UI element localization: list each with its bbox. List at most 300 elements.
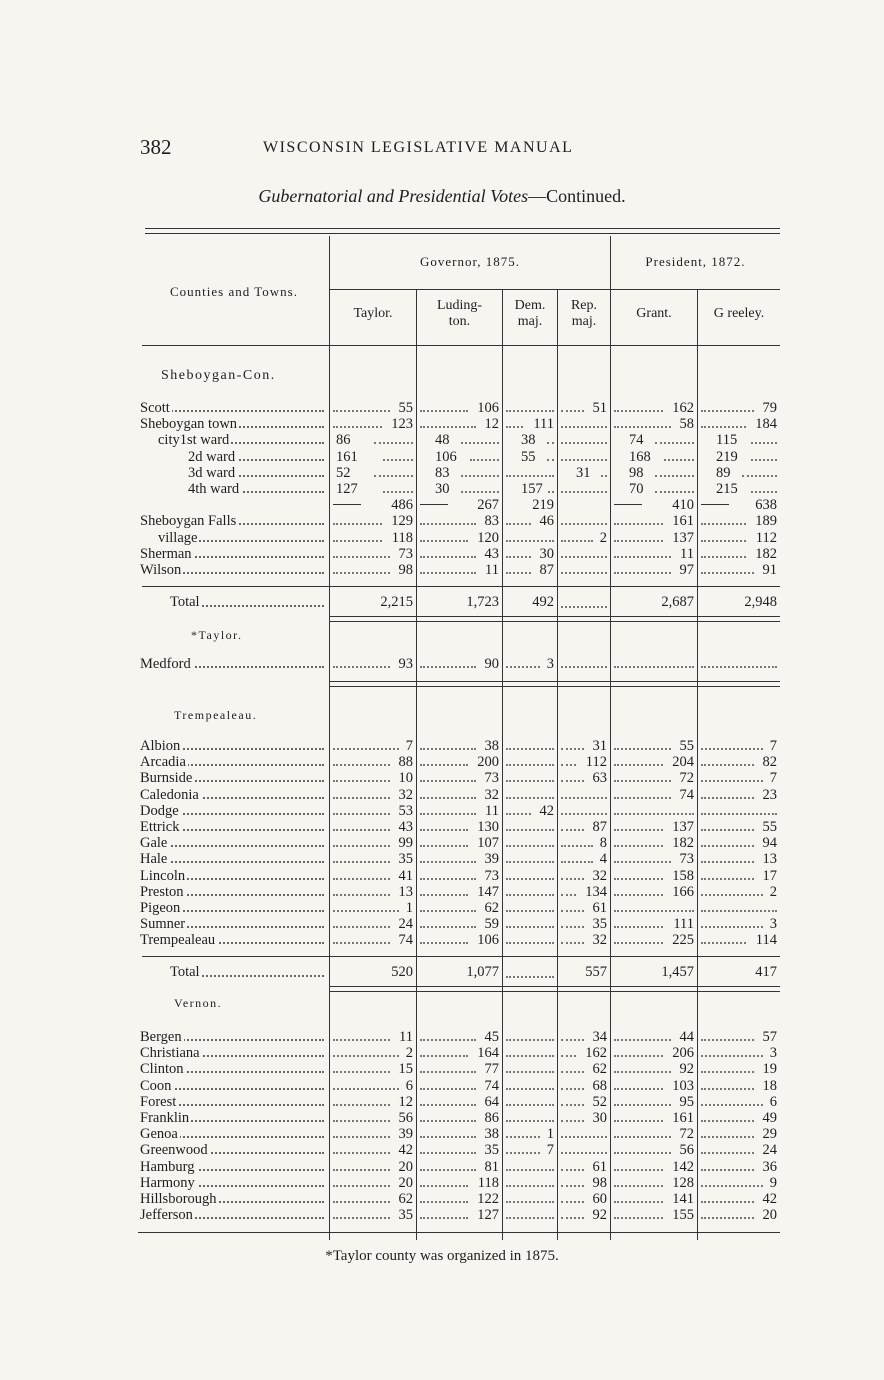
cell-col-3 — [503, 1175, 557, 1191]
cell-col-2 — [417, 1110, 502, 1126]
cell-value: 42 — [398, 1142, 413, 1159]
cell-leader — [561, 797, 607, 799]
cell-col-3 — [503, 1078, 557, 1094]
cell-value: 64 — [484, 1093, 499, 1110]
cell-value: 98 — [398, 562, 413, 578]
cell-leader — [561, 666, 607, 668]
cell-value: 7 — [405, 738, 413, 754]
cell-value: 35 — [398, 851, 413, 868]
cell-col-1 — [330, 819, 416, 835]
cell-col-6 — [698, 884, 780, 900]
cell-leader — [614, 910, 694, 912]
cell-col-2 — [417, 1029, 502, 1045]
cell-leader — [614, 1136, 671, 1138]
row-name — [140, 400, 326, 416]
cell-leader — [420, 748, 476, 750]
cell-leader — [614, 1104, 671, 1106]
table-row — [0, 562, 884, 578]
cell-col-2 — [417, 1061, 502, 1077]
header-governor-1875: Governor, 1875. — [419, 254, 521, 269]
cell-value: 29 — [762, 1126, 777, 1143]
cell-leader — [701, 845, 754, 847]
section-title: Trempealeau. — [174, 708, 258, 722]
row-name-text: 3d ward — [140, 465, 237, 481]
cell-leader — [333, 780, 390, 782]
table-row — [0, 497, 884, 513]
cell-leader — [701, 556, 746, 558]
cell-leader — [420, 780, 476, 782]
cell-col-3 — [503, 497, 557, 513]
row-name-text: Sherman — [140, 545, 192, 562]
cell-col-6 — [698, 562, 780, 578]
row-name-text: Bergen — [140, 1029, 182, 1045]
cell-value: 62 — [484, 900, 499, 916]
cell-value: 118 — [477, 1174, 499, 1191]
table-row — [0, 754, 884, 770]
cell-col-3 — [503, 787, 557, 803]
cell-value: 41 — [398, 867, 413, 884]
cell-leader — [333, 813, 390, 815]
cell-value: 182 — [672, 835, 694, 852]
cell-leader — [333, 410, 390, 412]
cell-leader — [506, 797, 554, 799]
cell-leader — [561, 1201, 584, 1203]
cell-col-4 — [558, 1078, 610, 1094]
cell-value: 73 — [679, 851, 694, 868]
cell-col-1 — [330, 449, 416, 465]
cell-value: 68 — [592, 1077, 607, 1094]
cell-col-2 — [417, 916, 502, 932]
cell-value: 200 — [477, 754, 499, 771]
table-row — [0, 1045, 884, 1061]
cell-leader — [701, 813, 777, 815]
row-name-text: Genoa — [140, 1126, 178, 1143]
row-name-text: Lincoln — [140, 867, 186, 884]
row-name — [140, 884, 326, 900]
cell-value: 58 — [679, 416, 694, 433]
cell-value: 2 — [599, 529, 607, 546]
cell-value: 23 — [762, 786, 777, 803]
cell-leader — [506, 1152, 540, 1154]
cell-col-2 — [417, 513, 502, 529]
cell-leader — [461, 475, 499, 477]
row-name-text: Coon — [140, 1077, 172, 1094]
cell-value: 106 — [477, 932, 499, 949]
cell-value: 164 — [477, 1045, 499, 1062]
total-value: 1,723 — [466, 594, 499, 610]
cell-value: 3 — [769, 1045, 777, 1062]
cell-leader — [420, 426, 476, 428]
cell-col-6 — [698, 546, 780, 562]
cell-value: 38 — [521, 432, 536, 449]
cell-value: 161 — [672, 513, 694, 530]
cell-col-1 — [330, 432, 416, 448]
header-greeley: G reeley. — [713, 306, 765, 321]
total-label-text: Total — [170, 964, 200, 980]
cell-col-2 — [417, 400, 502, 416]
row-name — [140, 1159, 326, 1175]
cell-value: 83 — [484, 513, 499, 530]
cell-col-6 — [698, 932, 780, 948]
cell-value: 98 — [629, 464, 644, 481]
table-row — [0, 400, 884, 416]
row-name — [140, 803, 326, 819]
row-name-text: Medford — [140, 656, 191, 672]
cell-col-1 — [330, 400, 416, 416]
cell-col-4 — [558, 932, 610, 948]
cell-col-2 — [417, 562, 502, 578]
cell-col-6 — [698, 851, 780, 867]
cell-col-4 — [558, 787, 610, 803]
cell-value: 55 — [679, 738, 694, 754]
cell-col-5 — [611, 513, 697, 529]
total-label-text: Total — [170, 594, 200, 610]
cell-value: 12 — [398, 1093, 413, 1110]
cell-col-6 — [698, 530, 780, 546]
row-name-text: Sheboygan town — [140, 416, 238, 433]
cell-leader — [506, 572, 531, 574]
cell-leader — [701, 894, 763, 896]
cell-leader — [506, 666, 540, 668]
total-value: 2,215 — [380, 594, 413, 610]
cell-leader — [506, 556, 531, 558]
cell-value: 111 — [533, 416, 554, 433]
cell-leader — [614, 1169, 663, 1171]
cell-leader — [561, 1185, 584, 1187]
cell-col-1 — [330, 1191, 416, 1207]
cell-value: 42 — [762, 1191, 777, 1207]
cell-col-1 — [330, 1029, 416, 1045]
cell-value: 43 — [398, 819, 413, 835]
table-row — [0, 416, 884, 432]
cell-leader — [561, 942, 584, 944]
cell-col-5 — [611, 481, 697, 497]
cell-leader — [701, 926, 763, 928]
cell-leader — [701, 910, 777, 912]
cell-col-1 — [330, 787, 416, 803]
cell-col-1 — [330, 1045, 416, 1061]
cell-col-5 — [611, 770, 697, 786]
cell-col-3 — [503, 546, 557, 562]
cell-leader — [506, 1104, 554, 1106]
cell-col-2 — [417, 1191, 502, 1207]
total-col-5 — [611, 964, 697, 982]
cell-leader — [701, 540, 746, 542]
cell-value: 11 — [485, 802, 499, 819]
cell-col-3 — [503, 1191, 557, 1207]
cell-col-4 — [558, 465, 610, 481]
cell-leader — [751, 442, 778, 444]
cell-col-6 — [698, 835, 780, 851]
cell-leader — [547, 459, 554, 461]
total-top-rule — [142, 586, 780, 587]
cell-value: 90 — [484, 656, 499, 672]
table-row — [0, 1191, 884, 1207]
cell-col-2 — [417, 1126, 502, 1142]
row-name — [140, 1207, 326, 1223]
cell-leader — [383, 459, 414, 461]
cell-leader — [655, 491, 694, 493]
cell-value: 87 — [592, 819, 607, 835]
total-bottom-rule-1 — [330, 986, 780, 987]
cell-col-3 — [503, 932, 557, 948]
footnote: *Taylor county was organized in 1875. — [325, 1248, 559, 1264]
cell-leader — [701, 572, 754, 574]
cell-leader — [614, 1185, 663, 1187]
cell-value: 59 — [484, 916, 499, 933]
total-value: 417 — [755, 964, 777, 980]
cell-col-2 — [417, 1045, 502, 1061]
cell-leader — [333, 1055, 399, 1057]
cell-value: 1 — [546, 1126, 554, 1143]
header-grant: Grant. — [636, 306, 672, 321]
cell-leader — [506, 1071, 554, 1073]
cell-value: 87 — [539, 562, 554, 578]
cell-value: 638 — [755, 497, 777, 514]
cell-value: 107 — [477, 835, 499, 852]
cell-leader — [420, 666, 476, 668]
cell-value: 35 — [398, 1207, 413, 1224]
cell-col-4 — [558, 656, 610, 672]
cell-value: 13 — [398, 883, 413, 900]
row-name-text: Albion — [140, 738, 181, 754]
table-row — [0, 1061, 884, 1077]
cell-leader — [614, 666, 694, 668]
cell-col-6 — [698, 1142, 780, 1158]
cell-col-5 — [611, 868, 697, 884]
cell-value: 81 — [484, 1158, 499, 1175]
cell-value: 82 — [762, 754, 777, 771]
row-name-text: Dodge — [140, 802, 179, 819]
cell-value: 73 — [484, 770, 499, 787]
cell-col-2 — [417, 1207, 502, 1223]
cell-leader — [420, 540, 468, 542]
cell-leader — [333, 861, 390, 863]
table-row — [0, 1094, 884, 1110]
cell-value: 56 — [679, 1142, 694, 1159]
row-name — [140, 819, 326, 835]
cell-leader — [614, 878, 663, 880]
cell-value: 73 — [484, 867, 499, 884]
cell-value: 486 — [391, 497, 413, 514]
total-value: 520 — [391, 964, 413, 980]
cell-value: 98 — [592, 1174, 607, 1191]
table-row — [0, 1175, 884, 1191]
cell-col-5 — [611, 916, 697, 932]
cell-value: 24 — [762, 1142, 777, 1159]
cell-leader — [506, 845, 554, 847]
row-name — [140, 416, 326, 432]
cell-col-1 — [330, 1078, 416, 1094]
cell-leader — [701, 1071, 754, 1073]
cell-leader — [333, 556, 390, 558]
cell-value: 219 — [716, 448, 738, 465]
cell-leader — [420, 845, 468, 847]
cell-leader — [333, 845, 390, 847]
row-name — [140, 1094, 326, 1110]
cell-col-2 — [417, 819, 502, 835]
cell-col-2 — [417, 884, 502, 900]
cell-col-1 — [330, 932, 416, 948]
total-col-5 — [611, 594, 697, 612]
cell-value: 31 — [576, 464, 591, 481]
cell-value: 20 — [762, 1207, 777, 1224]
cell-value: 74 — [398, 932, 413, 949]
cell-leader — [561, 1055, 576, 1057]
cell-col-4 — [558, 803, 610, 819]
cell-value: 106 — [435, 448, 457, 465]
cell-col-3 — [503, 916, 557, 932]
total-value: 492 — [532, 594, 554, 610]
cell-leader — [420, 1055, 468, 1057]
subtotal-dash-ludington — [420, 504, 448, 505]
cell-leader — [333, 764, 390, 766]
total-value: 1,457 — [661, 964, 694, 980]
cell-leader — [420, 894, 468, 896]
cell-col-5 — [611, 803, 697, 819]
cell-col-3 — [503, 754, 557, 770]
cell-leader — [333, 1185, 390, 1187]
cell-leader — [614, 410, 663, 412]
cell-leader — [614, 1217, 663, 1219]
cell-leader — [374, 475, 413, 477]
cell-col-1 — [330, 1126, 416, 1142]
total-col-4 — [558, 964, 610, 982]
cell-value: 130 — [477, 819, 499, 835]
cell-value: 155 — [672, 1207, 694, 1224]
cell-leader — [701, 1201, 754, 1203]
cell-leader — [420, 410, 468, 412]
header-president-1872: President, 1872. — [645, 254, 746, 269]
cell-col-6 — [698, 803, 780, 819]
cell-col-2 — [417, 787, 502, 803]
cell-col-6 — [698, 1159, 780, 1175]
cell-col-1 — [330, 562, 416, 578]
cell-leader — [420, 829, 468, 831]
cell-col-4 — [558, 1094, 610, 1110]
table-row — [0, 835, 884, 851]
cell-leader — [561, 556, 607, 558]
row-name-text: Arcadia — [140, 754, 186, 771]
cell-value: 166 — [672, 883, 694, 900]
cell-leader — [548, 491, 554, 493]
row-name-text: Scott — [140, 400, 170, 416]
cell-leader — [420, 556, 476, 558]
row-name — [140, 1110, 326, 1126]
cell-col-1 — [330, 497, 416, 513]
cell-leader — [701, 426, 746, 428]
cell-col-1 — [330, 465, 416, 481]
cell-col-6 — [698, 787, 780, 803]
total-bottom-rule-2 — [330, 991, 780, 992]
cell-col-1 — [330, 481, 416, 497]
cell-value: 73 — [398, 545, 413, 562]
cell-leader — [614, 1039, 671, 1041]
cell-col-4 — [558, 513, 610, 529]
total-col-3 — [503, 964, 557, 982]
cell-value: 118 — [391, 529, 413, 546]
row-name — [140, 738, 326, 754]
cell-col-2 — [417, 546, 502, 562]
cell-col-5 — [611, 754, 697, 770]
total-col-3 — [503, 594, 557, 612]
cell-leader — [333, 523, 382, 525]
cell-leader — [420, 1120, 476, 1122]
row-name-text: Gale — [140, 835, 168, 852]
cell-col-6 — [698, 1126, 780, 1142]
row-name — [140, 1045, 326, 1061]
cell-col-2 — [417, 900, 502, 916]
cell-leader — [374, 442, 413, 444]
cell-value: 7 — [546, 1142, 554, 1159]
cell-leader — [561, 491, 607, 493]
cell-leader — [614, 572, 671, 574]
cell-value: 111 — [673, 916, 694, 933]
row-name-text: Franklin — [140, 1110, 190, 1126]
cell-leader — [614, 845, 663, 847]
cell-col-4 — [558, 497, 610, 513]
cell-col-6 — [698, 497, 780, 513]
row-name — [140, 656, 326, 672]
cell-value: 51 — [592, 400, 607, 416]
cell-value: 129 — [391, 513, 413, 530]
taylor-bottom-rule-1 — [330, 681, 780, 682]
cell-leader — [333, 829, 390, 831]
cell-leader — [614, 764, 663, 766]
cell-col-3 — [503, 656, 557, 672]
cell-leader — [506, 764, 554, 766]
cell-leader — [614, 797, 671, 799]
total-bottom-rule-2 — [330, 621, 780, 622]
cell-value: 128 — [672, 1174, 694, 1191]
cell-col-2 — [417, 481, 502, 497]
table-row — [0, 770, 884, 786]
cell-col-4 — [558, 1061, 610, 1077]
cell-col-5 — [611, 1126, 697, 1142]
cell-value: 88 — [398, 754, 413, 771]
cell-col-1 — [330, 530, 416, 546]
cell-value: 52 — [592, 1093, 607, 1110]
cell-leader — [420, 1152, 476, 1154]
cell-col-4 — [558, 546, 610, 562]
header-rep-line1: Rep. — [570, 298, 598, 313]
cell-value: 122 — [477, 1191, 499, 1207]
cell-value: 6 — [405, 1077, 413, 1094]
total-col-4 — [558, 594, 610, 612]
cell-col-3 — [503, 884, 557, 900]
cell-col-2 — [417, 754, 502, 770]
cell-value: 410 — [672, 497, 694, 514]
cell-leader — [333, 666, 390, 668]
cell-value: 99 — [398, 835, 413, 852]
cell-col-2 — [417, 449, 502, 465]
cell-value: 182 — [755, 545, 777, 562]
cell-leader — [655, 475, 694, 477]
row-name — [140, 546, 326, 562]
cell-value: 48 — [435, 432, 450, 449]
cell-col-2 — [417, 835, 502, 851]
cell-leader — [614, 556, 671, 558]
row-name — [140, 530, 326, 546]
cell-leader — [506, 426, 523, 428]
cell-col-1 — [330, 1110, 416, 1126]
cell-col-3 — [503, 738, 557, 754]
cell-col-4 — [558, 1207, 610, 1223]
cell-value: 89 — [716, 464, 731, 481]
section-title: Sheboygan-Con. — [161, 368, 276, 383]
cell-leader — [333, 426, 382, 428]
cell-col-5 — [611, 1142, 697, 1158]
